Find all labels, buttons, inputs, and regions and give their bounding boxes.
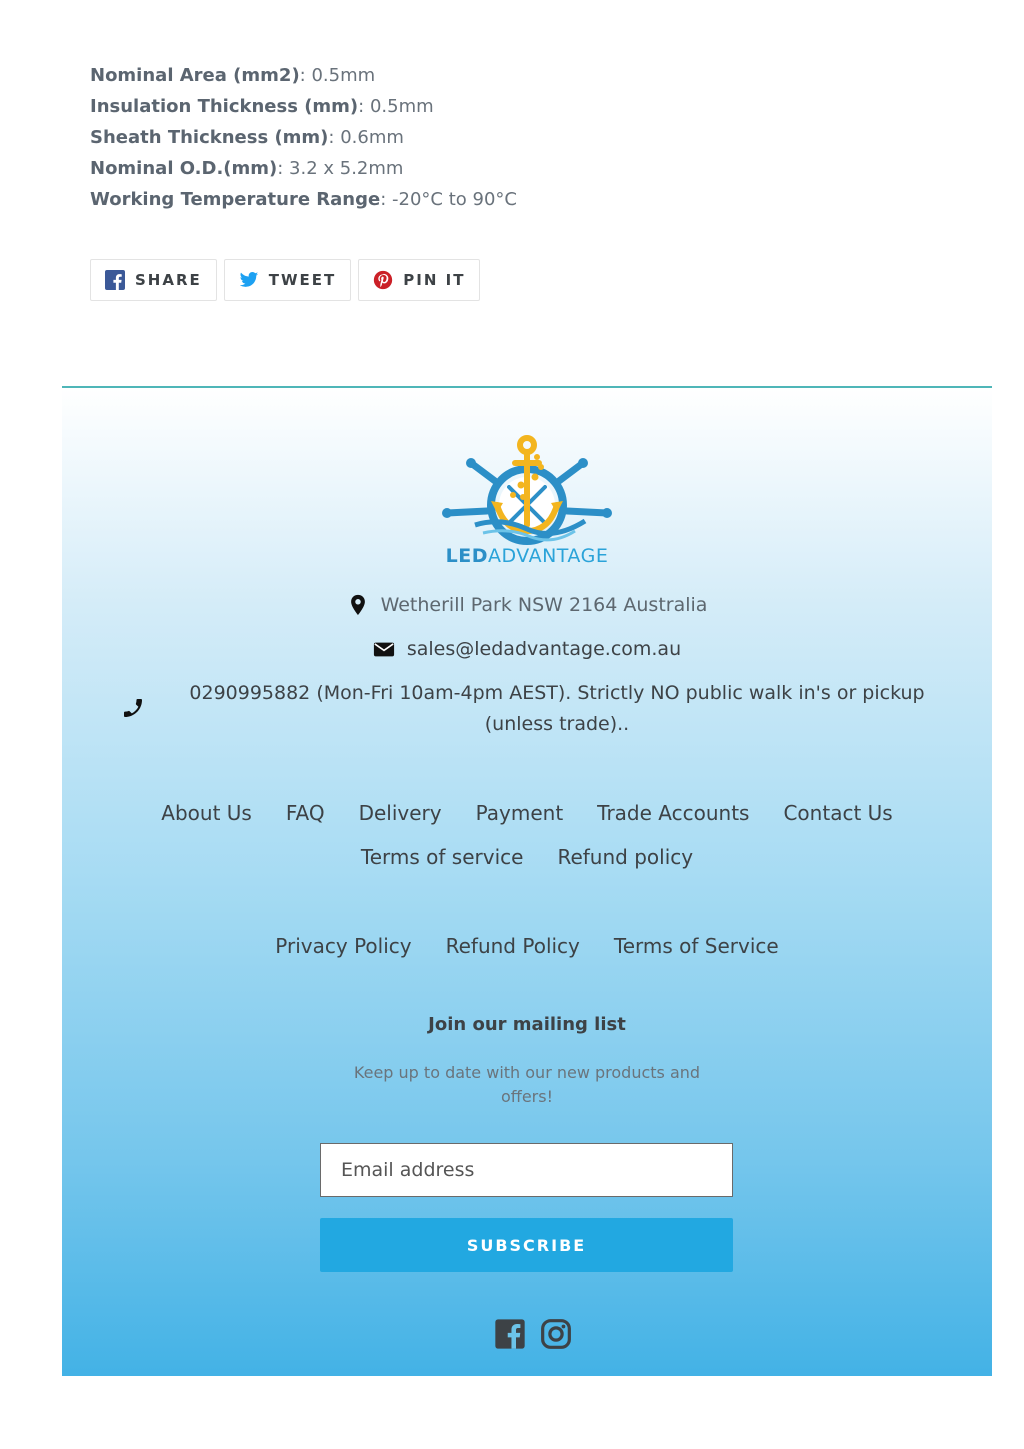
footer-link-trade-accounts[interactable]: Trade Accounts — [597, 801, 750, 825]
facebook-icon — [105, 270, 125, 290]
phone-icon — [121, 696, 145, 720]
phone-text[interactable]: 0290995882 (Mon-Fri 10am-4pm AEST). Strictly NO public walk in's or pickup (unless trade).. — [189, 682, 925, 735]
policy-link-refund[interactable]: Refund Policy — [445, 934, 580, 958]
contact-email — [62, 638, 992, 660]
map-pin-icon — [347, 594, 369, 616]
spec-value: : 0.5mm — [299, 65, 376, 86]
spec-value: : 0.5mm — [358, 96, 434, 117]
brand-wordmark-advantage: ADVANTAGE — [488, 545, 609, 567]
share-pinterest-label: PIN IT — [403, 271, 466, 289]
footer-link-refund-policy[interactable]: Refund policy — [557, 845, 694, 869]
email-link[interactable]: sales@ledadvantage.com.au — [406, 638, 682, 660]
policy-link-terms[interactable]: Terms of Service — [613, 934, 779, 958]
mailing-list-title: Join our mailing list — [428, 1014, 626, 1035]
spec-nominal-od — [90, 153, 517, 184]
brand-logo[interactable] — [425, 433, 629, 568]
footer-social-links — [487, 1318, 579, 1350]
instagram-icon[interactable] — [540, 1318, 572, 1350]
mailing-list-subtitle: Keep up to date with our new products and offers! — [353, 1063, 701, 1106]
footer-link-payment[interactable]: Payment — [475, 801, 564, 825]
social-share-bar — [90, 259, 487, 301]
share-pinterest-button[interactable] — [358, 259, 480, 301]
contact-address — [62, 594, 992, 616]
envelope-icon — [373, 638, 395, 660]
spec-value: : 0.6mm — [328, 127, 404, 148]
spec-insulation-thickness — [90, 91, 517, 122]
twitter-icon — [239, 270, 259, 290]
footer-nav-policies — [62, 934, 992, 958]
spec-value: : -20°C to 90°C — [380, 189, 517, 210]
spec-sheath-thickness — [90, 122, 517, 153]
spec-nominal-area — [90, 60, 517, 91]
spec-label: Working Temperature Range — [90, 189, 381, 210]
pinterest-icon — [373, 270, 393, 290]
subscribe-button[interactable]: SUBSCRIBE — [320, 1218, 733, 1272]
brand-wordmark — [425, 545, 629, 567]
product-specs — [90, 60, 517, 215]
share-twitter-button[interactable] — [224, 259, 352, 301]
footer-link-delivery[interactable]: Delivery — [358, 801, 442, 825]
footer-nav-secondary — [62, 845, 992, 869]
share-twitter-label: TWEET — [268, 271, 337, 289]
spec-working-temperature — [90, 184, 517, 215]
share-facebook-button[interactable] — [90, 259, 217, 301]
spec-label: Sheath Thickness (mm) — [90, 127, 329, 148]
footer-link-contact-us[interactable]: Contact Us — [783, 801, 893, 825]
footer-link-faq[interactable]: FAQ — [285, 801, 325, 825]
spec-label: Insulation Thickness (mm) — [90, 96, 359, 117]
ship-wheel-anchor-icon — [425, 433, 629, 545]
spec-value: : 3.2 x 5.2mm — [277, 158, 404, 179]
share-facebook-label: SHARE — [135, 271, 202, 289]
footer-nav-main — [62, 801, 992, 825]
newsletter-email-input[interactable] — [320, 1143, 733, 1197]
footer-link-terms-of-service[interactable]: Terms of service — [360, 845, 524, 869]
address-text: Wetherill Park NSW 2164 Australia — [380, 594, 708, 616]
site-footer — [62, 386, 992, 1376]
policy-link-privacy[interactable]: Privacy Policy — [275, 934, 412, 958]
spec-label: Nominal O.D.(mm) — [90, 158, 278, 179]
facebook-icon[interactable] — [494, 1318, 526, 1350]
spec-label: Nominal Area (mm2) — [90, 65, 300, 86]
brand-wordmark-led: LED — [445, 545, 489, 567]
footer-link-about-us[interactable]: About Us — [161, 801, 252, 825]
